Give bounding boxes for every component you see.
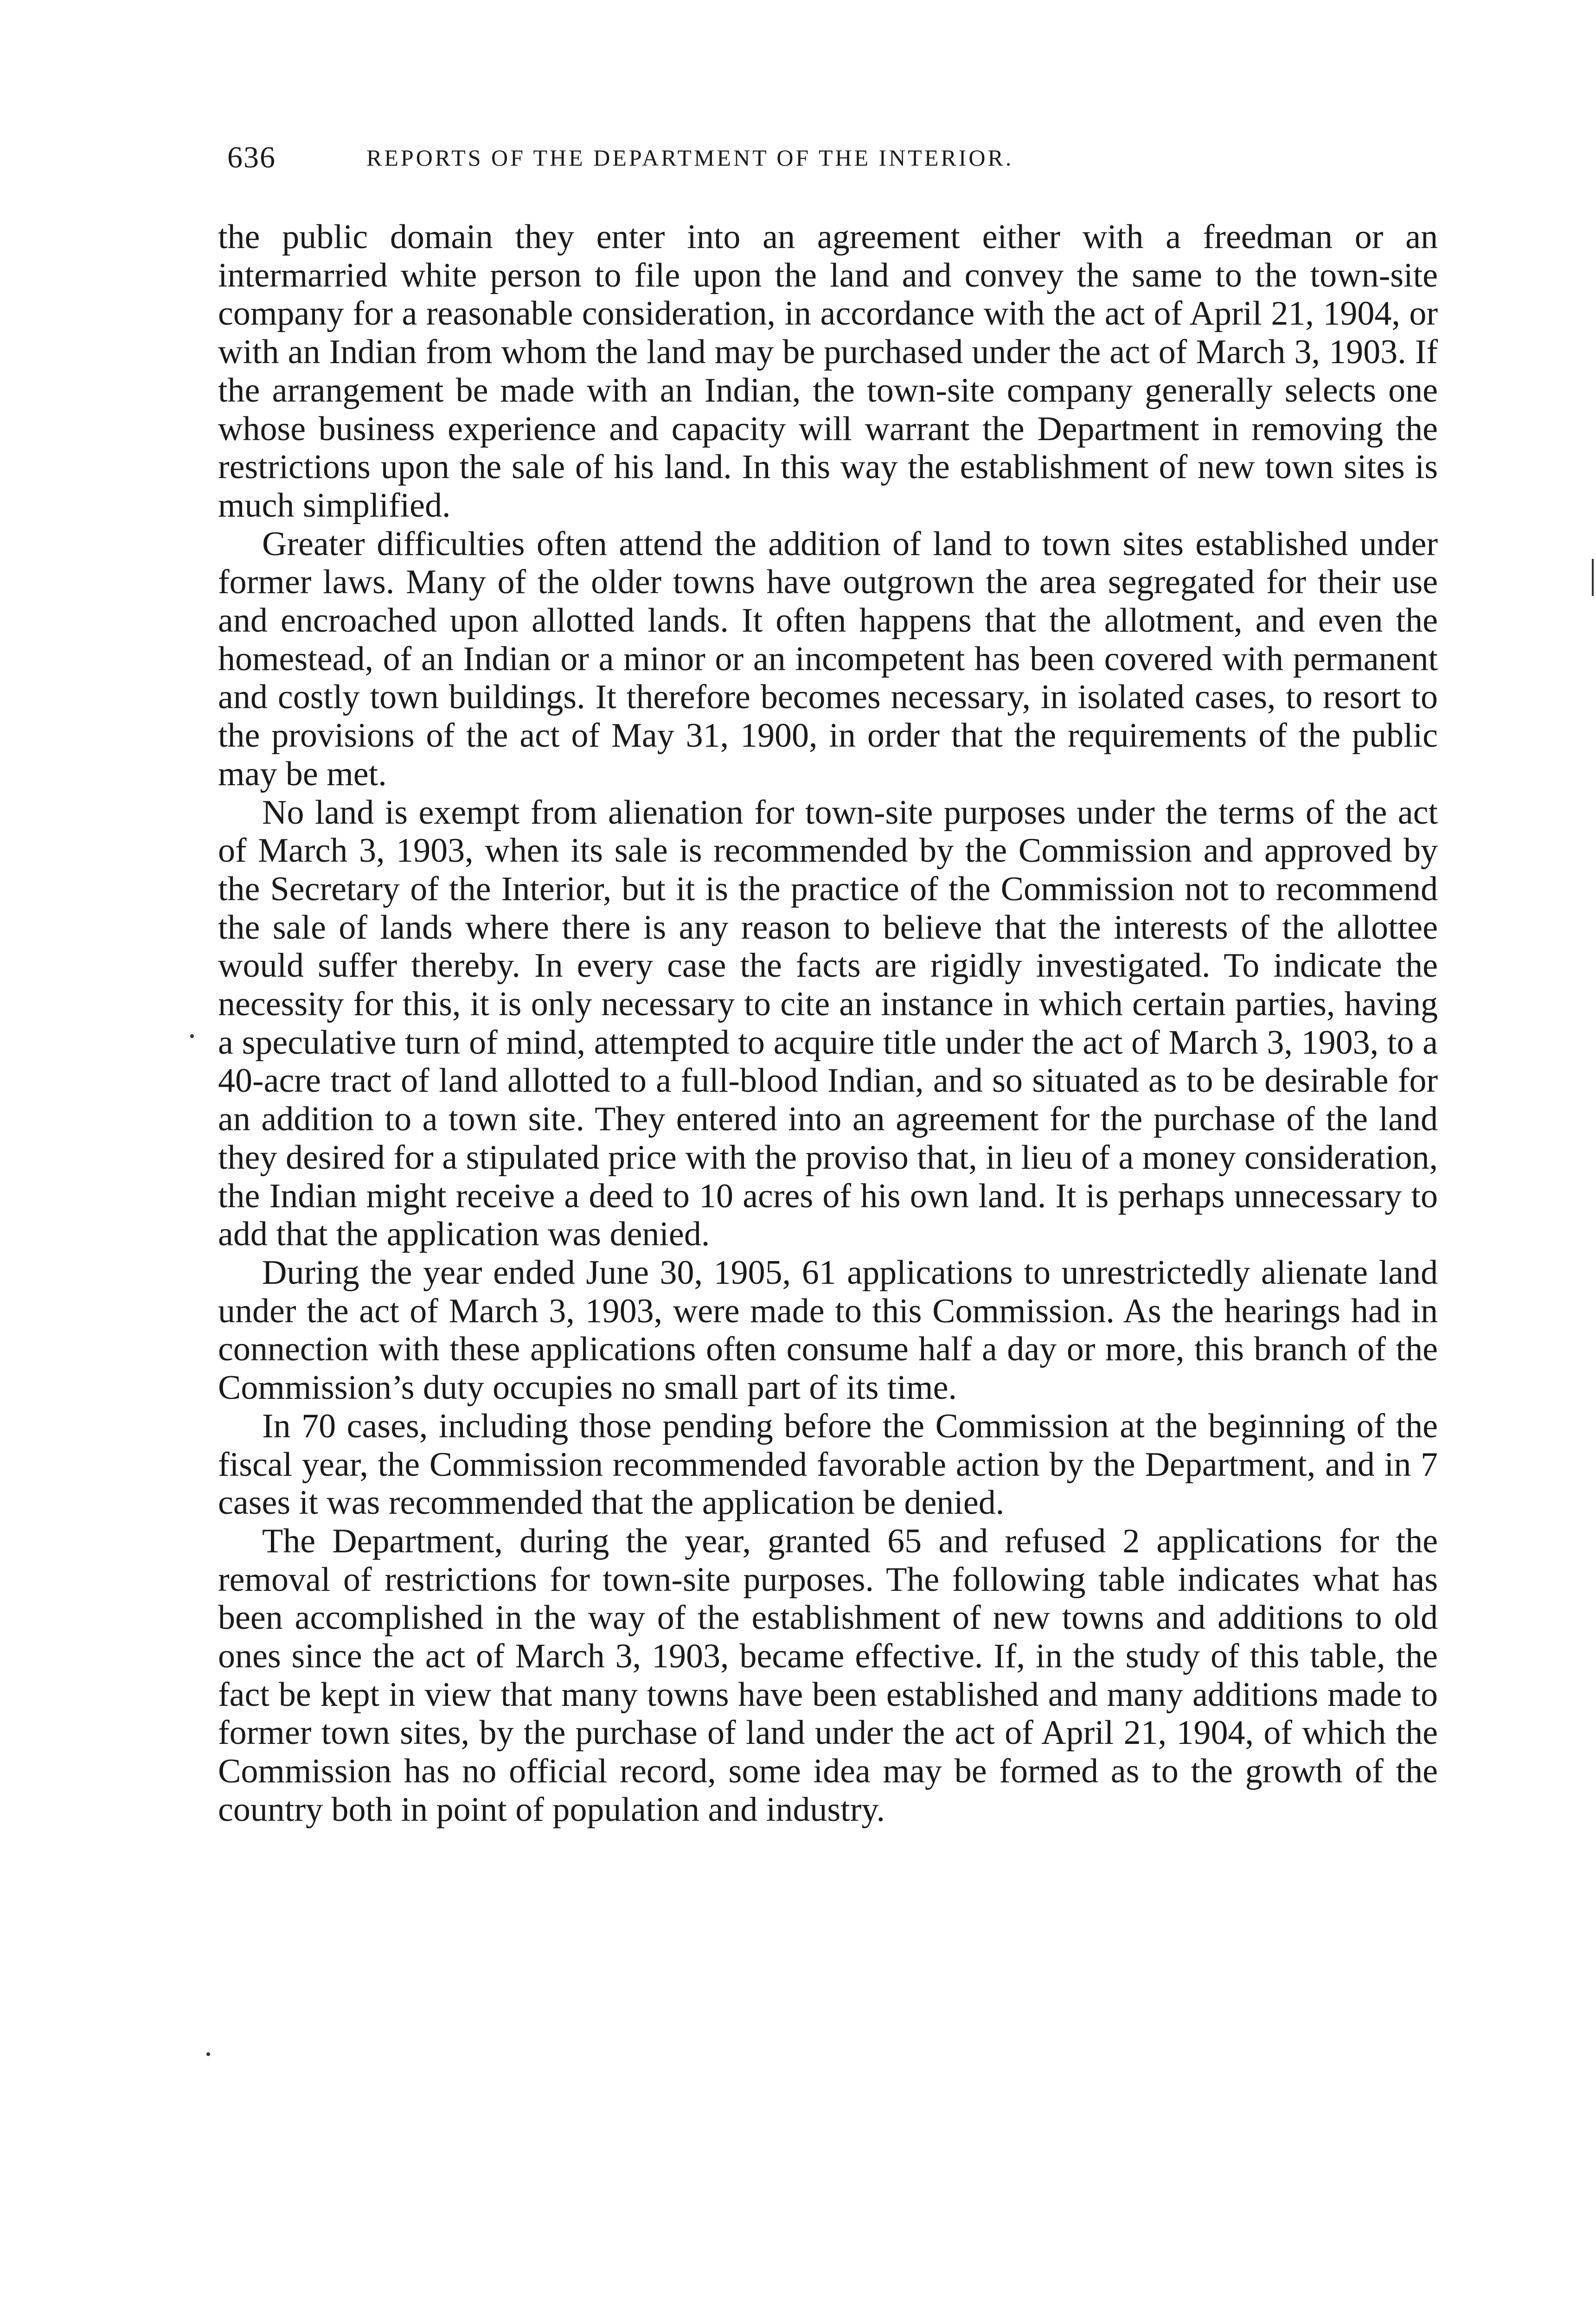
page-number: 636 xyxy=(227,141,276,174)
paragraph-6: The Department, during the year, granted 65 and refused 2 applications for the removal of restrictions for town-site purposes. The following table indicates what has been accomplished in the way of the establishment of new towns and additions to old ones since the act of March 3, 1903, became effective. If, in the study of this table, the fact be kept in view that many towns have been established and many additions made to former town sites, by the purchase of land under the act of April 21, 1904, of which the Commission has no official record, some idea may be formed as to the growth of the country both in point of population and industry. xyxy=(218,1522,1438,1829)
running-head: REPORTS OF THE DEPARTMENT OF THE INTERIOR. xyxy=(366,145,1014,171)
paragraph-5: In 70 cases, including those pending before the Commission at the beginning of the fiscal year, the Commission recommended favorable action by the Department, and in 7 cases it was recommended that the application be denied. xyxy=(218,1407,1438,1522)
paragraph-1: the public domain they enter into an agreement either with a freedman or an intermarried white person to file upon the land and convey the same to the town-site company for a reasonable consideration, in accordance with the act of April 21, 1904, or with an Indian from whom the land may be purchased under the act of March 3, 1903. If the arrangement be made with an Indian, the town-site company generally selects one whose business experience and capacity will warrant the Department in removing the restrictions upon the sale of his land. In this way the establishment of new town sites is much simplified. xyxy=(218,218,1438,525)
paragraph-3: No land is exempt from alienation for town-site purposes under the terms of the act of March 3, 1903, when its sale is recommended by the Commission and approved by the Secretary of the Interior, but it is the practice of the Commission not to recommend the sale of lands where there is any reason to believe that the interests of the allottee would suffer thereby. In every case the facts are rigidly investigated. To indicate the necessity for this, it is only necessary to cite an instance in which certain parties, having a speculative turn of mind, attempted to acquire title under the act of March 3, 1903, to a 40-acre tract of land allotted to a full-blood Indian, and so situated as to be desirable for an addition to a town site. They entered into an agreement for the purchase of the land they desired for a stipulated price with the proviso that, in lieu of a money consideration, the Indian might receive a deed to 10 acres of his own land. It is perhaps unnecessary to add that the application was denied. xyxy=(218,793,1438,1254)
paragraph-2: Greater difficulties often attend the addition of land to town sites established under former laws. Many of the older towns have outgrown the area segregated for their use and encroached upon allotted lands. It often happens that the allotment, and even the homestead, of an Indian or a minor or an incompetent has been covered with permanent and costly town buildings. It therefore becomes necessary, in isolated cases, to resort to the provisions of the act of May 31, 1900, in order that the requirements of the public may be met. xyxy=(218,525,1438,793)
stray-dot xyxy=(206,2052,210,2056)
page-header xyxy=(227,139,1438,176)
body-text xyxy=(218,218,1438,1829)
paragraph-4: During the year ended June 30, 1905, 61 applications to unrestrictedly alienate land under the act of March 3, 1903, were made to this Commission. As the hearings had in connection with these applications often consume half a day or more, this branch of the Commission’s duty occupies no small part of its time. xyxy=(218,1253,1438,1407)
margin-mark xyxy=(1592,559,1594,596)
stray-dot xyxy=(190,1034,194,1038)
